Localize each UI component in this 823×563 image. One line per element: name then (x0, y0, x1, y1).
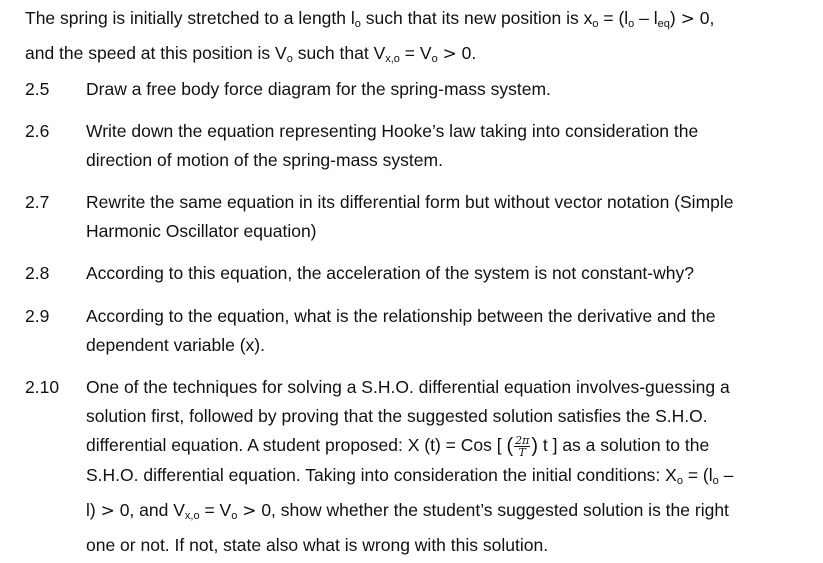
question-text: Draw a free body force diagram for the spring-mass system. (86, 79, 551, 99)
question-text-line-1: Rewrite the same equation in its differential form but without vector notation (Simple (86, 192, 734, 212)
question-number: 2.9 (25, 306, 50, 326)
question-number: 2.5 (25, 79, 50, 99)
intro-line-1: The spring is initially stretched to a length $l_o$ such that its new position is $x_o = (l_o - l_{eq}) > 0$, (25, 8, 715, 30)
question-text-line-2: solution first, followed by proving that the suggested solution satisfies the S.H.O. (86, 406, 708, 426)
question-number: 2.7 (25, 192, 50, 212)
question-text-line-4: S.H.O. differential equation. Taking into consideration the initial conditions: $X_o = (l_o$ – (86, 465, 734, 487)
question-number: 2.8 (25, 263, 50, 283)
question-2-8 (25, 259, 815, 288)
question-2-6 (25, 117, 815, 175)
question-2-5 (25, 75, 815, 104)
question-2-7 (25, 188, 815, 246)
question-text-line-1: According to the equation, what is the relationship between the derivative and the (86, 306, 716, 326)
question-text-line-2: dependent variable (x). (86, 335, 265, 355)
question-text-line-3: differential equation. A student proposed: X (t) = Cos [ ( $\frac{2\pi}{T}$ ) t ] as a solution to the (86, 433, 710, 459)
question-text: According to this equation, the acceleration of the system is not constant-why? (86, 263, 694, 283)
question-text-line-1: Write down the equation representing Hooke’s law taking into consideration the (86, 121, 699, 141)
question-2-10 (25, 373, 815, 560)
question-text-line-2: direction of motion of the spring-mass system. (86, 150, 443, 170)
question-number: 2.6 (25, 121, 50, 141)
intro-paragraph (25, 4, 815, 74)
question-text-line-1: One of the techniques for solving a S.H.O. differential equation involves-guessing a (86, 377, 730, 397)
fraction-2pi-over-t: $\frac{2\pi}{T}$ (515, 433, 530, 459)
question-2-9 (25, 302, 815, 360)
intro-line-2: and the speed at this position is $V_o$ such that $V_{x,o} = V_o > 0$. (25, 43, 477, 65)
question-text-line-2: Harmonic Oscillator equation) (86, 221, 317, 241)
question-number: 2.10 (25, 377, 60, 397)
question-text-line-6: one or not. If not, state also what is wrong with this solution. (86, 535, 549, 555)
question-text-line-5: l) > 0, and $V_{x,o} = V_o > 0$, show whether the student’s suggested solution is the right (86, 500, 729, 522)
